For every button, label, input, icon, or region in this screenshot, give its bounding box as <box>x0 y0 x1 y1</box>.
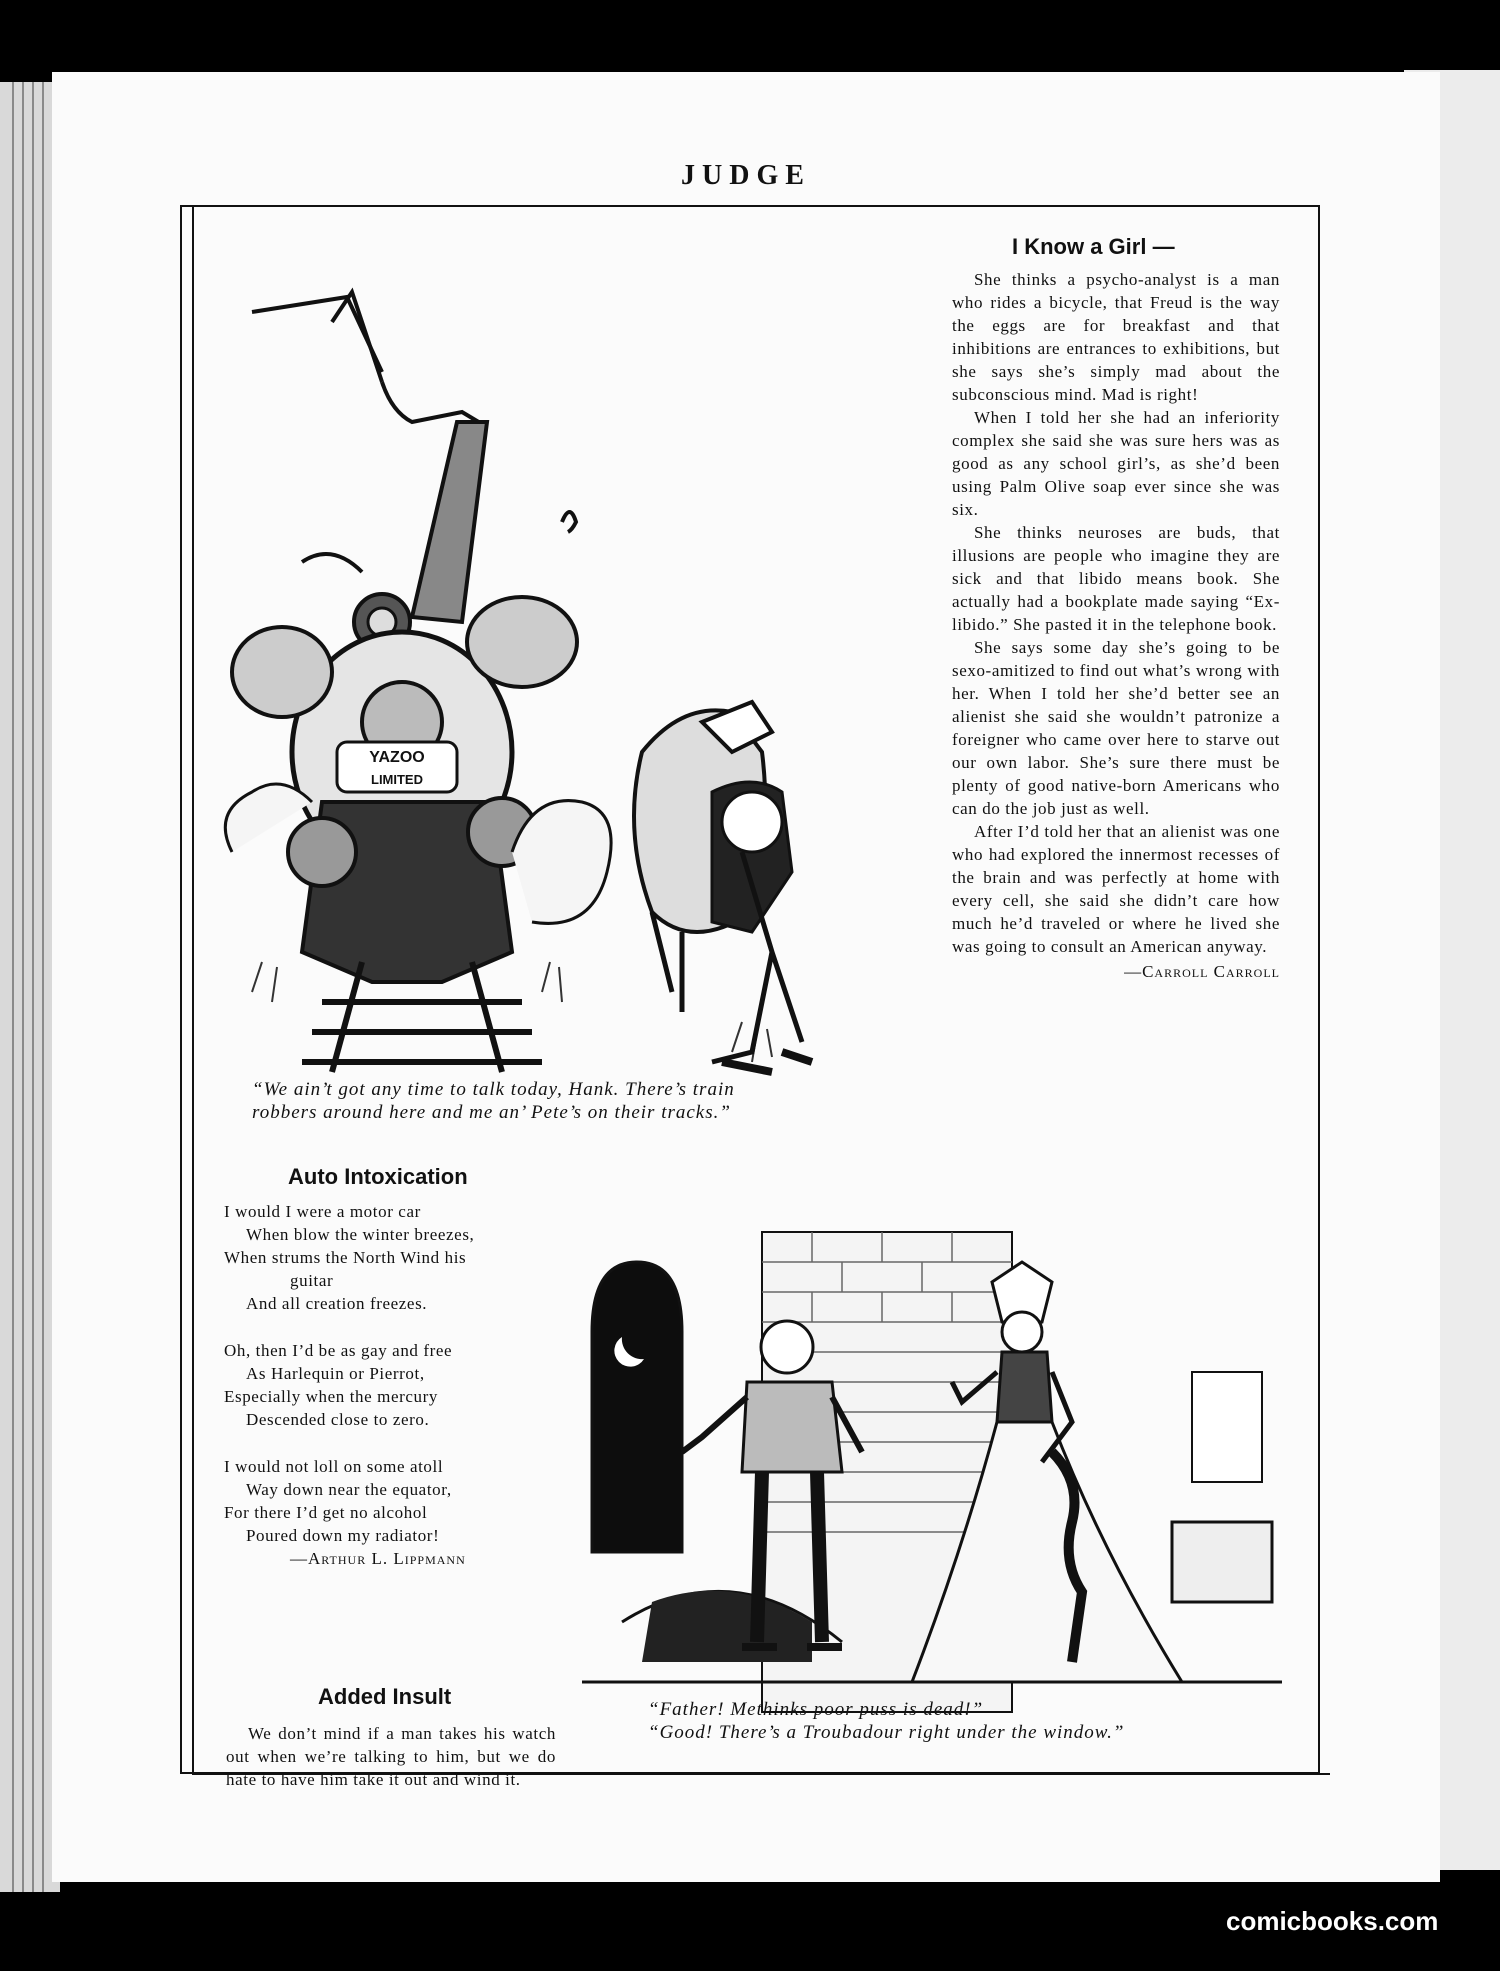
troubadour-caption-line1: “Father! Methinks poor puss is dead!” <box>648 1699 984 1720</box>
poem-line: For there I’d get no alcohol <box>224 1503 428 1522</box>
train-caption-line1: “We ain’t got any time to talk today, Hank. There’s train <box>252 1079 735 1100</box>
poem-body <box>224 1200 554 1570</box>
page-header: JUDGE <box>681 160 811 191</box>
troubadour-caption-line2: “Good! There’s a Troubadour right under the window.” <box>648 1722 1125 1743</box>
poem-stanza <box>224 1339 554 1431</box>
poem-line: Oh, then I’d be as gay and free <box>224 1341 453 1360</box>
article-paragraph: After I’d told her that an alienist was one who had explored the innermost recesses of the brain and was perfectly at home with every cell, she said she didn’t care how much he’d traveled or where he lived she was going to consult an American anyway. <box>952 822 1280 956</box>
poem-title: Auto Intoxication <box>288 1164 468 1189</box>
article-paragraph: She thinks a psycho-analyst is a man who rides a bicycle, that Freud is the way the eggs are for breakfast and that inhibitions are entrances to exhibitions, but she says she’s simply mad about the subconscious mind. Mad is right! <box>952 270 1280 404</box>
poem-line: Poured down my radiator! <box>246 1526 440 1545</box>
insult-body <box>226 1722 556 1791</box>
poem-line: When blow the winter breezes, <box>246 1225 475 1244</box>
poem-line: I would not loll on some atoll <box>224 1457 444 1476</box>
troubadour-cartoon-caption <box>648 1698 1288 1744</box>
poem-stanza <box>224 1200 554 1315</box>
poem-line: I would I were a motor car <box>224 1202 421 1221</box>
poem-line: Way down near the equator, <box>246 1480 452 1499</box>
train-cartoon-caption <box>252 1078 932 1124</box>
train-sign-line1: YAZOO <box>369 749 425 766</box>
train-cartoon-illustration <box>212 232 972 1132</box>
poem-stanza <box>224 1455 554 1570</box>
article-paragraph: She says some day she’s going to be sexo-amitized to find out what’s wrong with her. When I told her she’d better see an alienist she said she wouldn’t patronize a foreigner who came over here to starve out our own labor. She’s sure there must be plenty of good native-born Americans who can do the job just as well. <box>952 638 1280 818</box>
poem-line: As Harlequin or Pierrot, <box>246 1364 425 1383</box>
troubadour-cartoon-illustration <box>582 1222 1312 1722</box>
poem-line: And all creation freezes. <box>246 1294 428 1313</box>
insult-text: We don’t mind if a man takes his watch out when we’re talking to him, but we do hate to have him take it out and wind it. <box>226 1724 556 1789</box>
train-sign-line2: LIMITED <box>371 772 423 787</box>
train-caption-line2: robbers around here and me an’ Pete’s on their tracks.” <box>252 1102 731 1123</box>
article-byline: —Carroll Carroll <box>1124 962 1280 981</box>
poem-line: When strums the North Wind his <box>224 1248 467 1267</box>
site-watermark: comicbooks.com <box>1226 1906 1439 1936</box>
article-paragraph: When I told her she had an inferiority complex she said she was sure hers was as good as any school girl’s, as she’d been using Palm Olive soap ever since she was six. <box>952 408 1280 519</box>
magazine-page <box>52 72 1440 1882</box>
book-page-edges <box>0 82 60 1892</box>
article-paragraph: She thinks neuroses are buds, that illusions are people who imagine they are sick and that libido means book. She actually had a bookplate made saying “Ex-libido.” She pasted it in the telephone book. <box>952 523 1280 634</box>
poem-byline: —Arthur L. Lippmann <box>290 1549 466 1568</box>
insult-title: Added Insult <box>318 1684 452 1709</box>
poem-line: guitar <box>290 1271 334 1290</box>
poem-line: Especially when the mercury <box>224 1387 438 1406</box>
poem-line: Descended close to zero. <box>246 1410 430 1429</box>
article-body <box>952 268 1280 983</box>
article-title: I Know a Girl — <box>1012 234 1175 259</box>
